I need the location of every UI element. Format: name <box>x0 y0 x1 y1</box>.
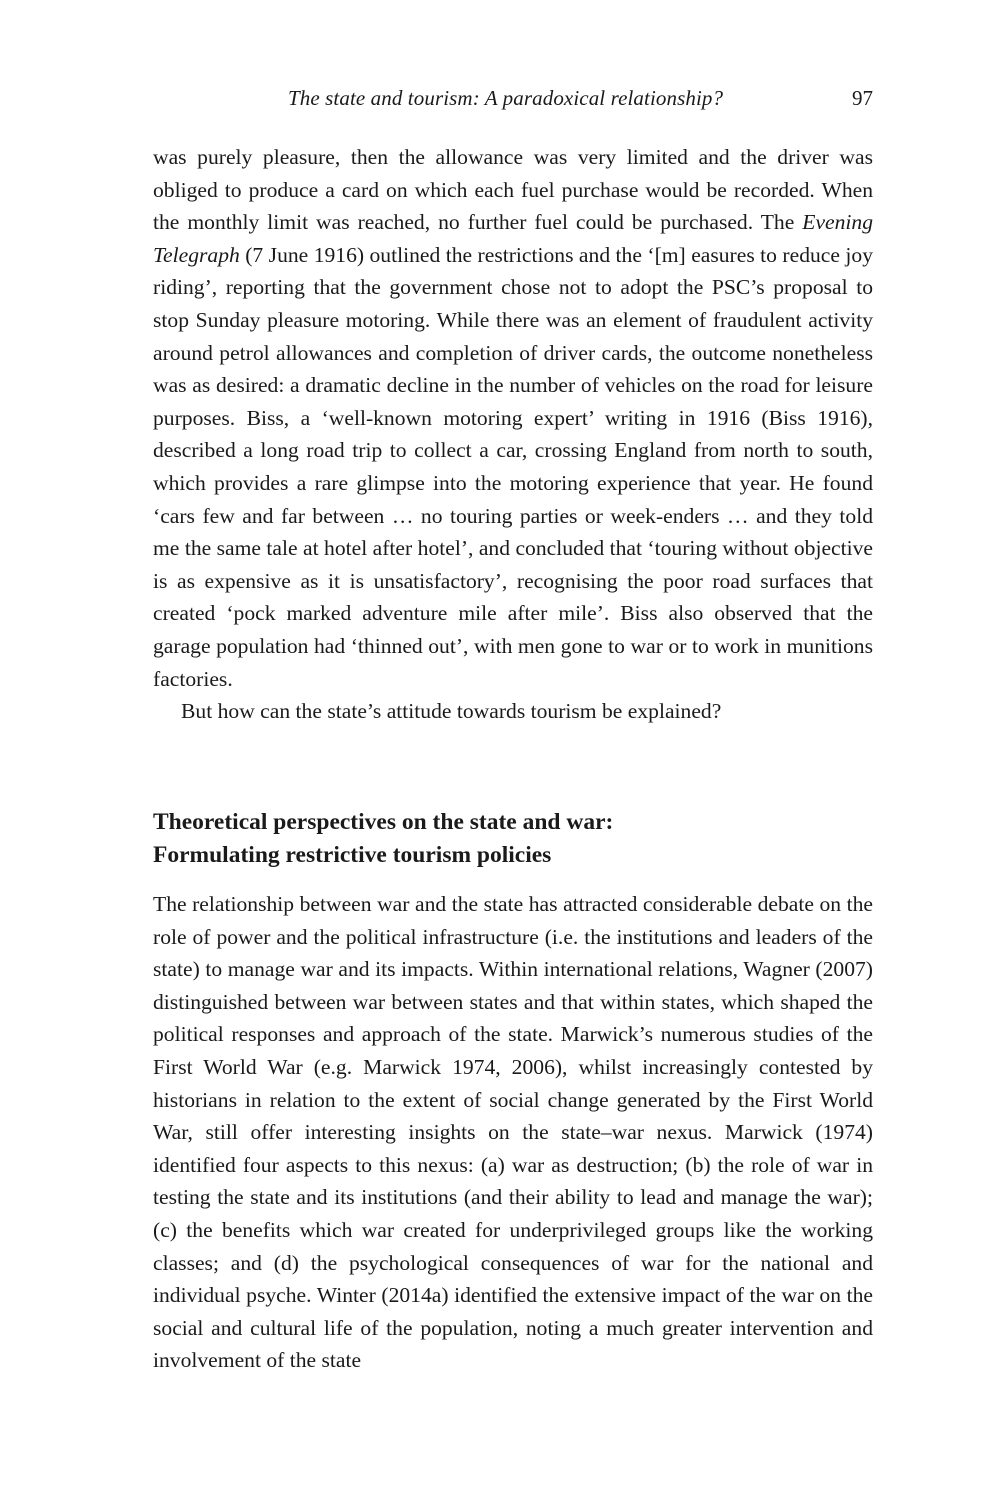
section-heading-line-2: Formulating restrictive tourism policies <box>153 842 552 868</box>
body-text-bottom <box>153 888 873 1377</box>
paragraph-question: But how can the state’s attitude towards tourism be explained? <box>181 699 722 724</box>
section-heading <box>153 806 873 872</box>
running-title: The state and tourism: A paradoxical relationship? <box>288 86 724 110</box>
paragraph-section-opening: The relationship between war and the state has attracted considerable debate on the role of power and the political infrastructure (i.e. the institutions and leaders of the state) to manage war and its impacts. Within international relations, Wagner (2007) distinguished between war between states and that within states, which shaped the political responses and approach of the state. Marwick’s numerous studies of the First World War (e.g. Marwick 1974, 2006), whilst increasingly contested by historians in relation to the extent of social change generated by the First World War, still offer interesting insights on the state–war nexus. Marwick (1974) identified four aspects to this nexus: (a) war as destruction; (b) the role of war in testing the state and its institutions (and their ability to lead and manage the war); (c) the benefits which war created for underprivileged groups like the working classes; and (d) the psychological consequences of war for the national and individual psyche. Winter (2014a) identified the extensive impact of the war on the social and cultural life of the population, noting a much greater intervention and involvement of the state <box>153 892 873 1373</box>
page-number: 97 <box>852 86 873 110</box>
paragraph-text: was purely pleasure, then the allowance was very limited and the driver was obliged to produce a card on which each fuel purchase would be recorded. When the monthly limit was reached, no further fuel could be purchased. The <box>153 145 873 235</box>
running-head <box>153 86 873 116</box>
section-heading-line-1: Theoretical perspectives on the state and war: <box>153 809 614 835</box>
body-text-top <box>153 141 873 728</box>
newspaper-title: Evening Telegraph <box>153 210 873 267</box>
paragraph-continuation <box>153 141 873 695</box>
paragraph-text: (7 June 1916) outlined the restrictions and the ‘[m] easures to reduce joy riding’, reporting that the government chose not to adopt the PSC’s proposal to stop Sunday pleasure motoring. While there was an element of fraudulent activity around petrol allowances and completion of driver cards, the outcome nonetheless was as desired: a dramatic decline in the number of vehicles on the road for leisure purposes. Biss, a ‘well-known motoring expert’ writing in 1916 (Biss 1916), described a long road trip to collect a car, crossing England from north to south, which provides a rare glimpse into the motoring experience that year. He found ‘cars few and far between … no touring parties or week-enders … and they told me the same tale at hotel after hotel’, and concluded that ‘touring without objective is as expensive as it is unsatisfactory’, recognising the poor road surfaces that created ‘pock marked adventure mile after mile’. Biss also observed that the garage population had ‘thinned out’, with men gone to war or to work in munitions factories. <box>153 242 873 691</box>
